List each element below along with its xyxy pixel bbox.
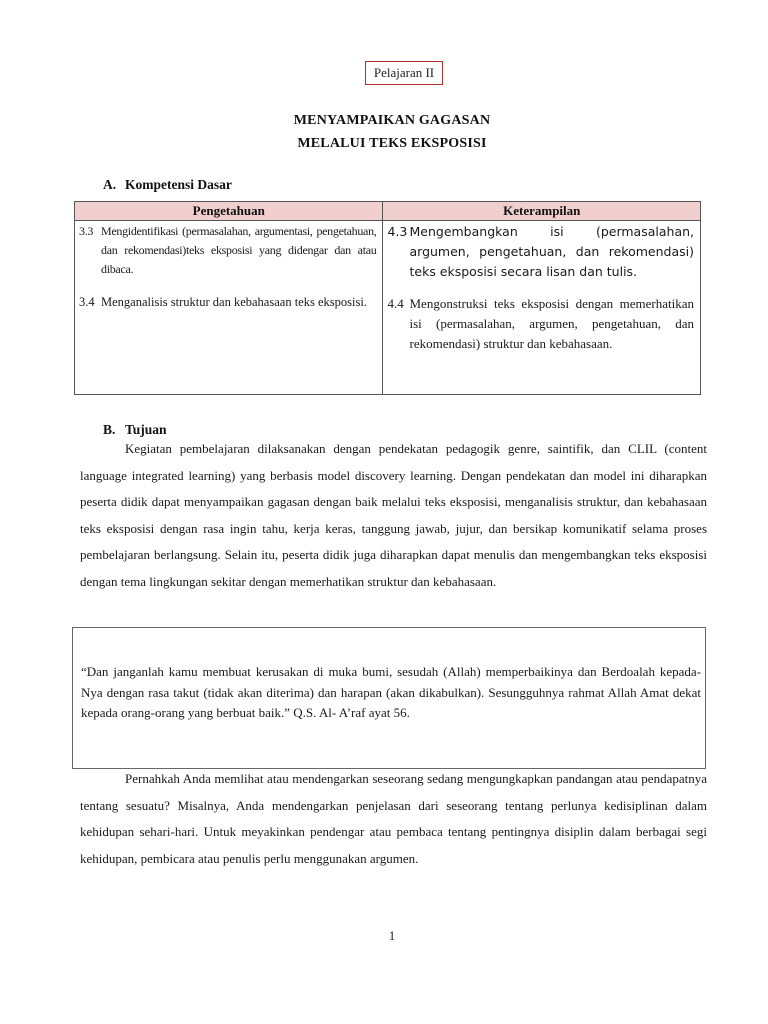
competency-number: 4.3 — [387, 224, 408, 239]
body-paragraph: Pernahkah Anda memlihat atau mendengarkan seseorang sedang mengungkapkan pandangan atau pendapatnya tentang sesuatu? Misalnya, Anda mendengarkan penjelasan dari seseorang tentang perlunya kedisiplinan dalam kehidupan sehari-hari. Untuk meyakinkan pendengar atau pembaca tentang pentingnya disiplin dalam berbagai segi kehidupan, pembicara atau penulis perlu menggunakan argumen. — [80, 771, 707, 866]
objective-paragraph: Kegiatan pembelajaran dilaksanakan dengan pendekatan pedagogik genre, saintifik, dan CLIL (content language integrated learning) yang berbasis model discovery learning. Dengan pendekatan dan model ini diharapkan peserta didik dapat menyampaikan gagasan dengan baik melalui teks eksposisi, menganalisis struktur, dan kebahasaan teks eksposisi dengan rasa ingin tahu, kerja keras, tanggung jawab, jujur, dan bersikap komunikatif selama proses pembelajaran berlangsung. Selain itu, peserta didik juga diharapkan dapat menulis dan mengembangkan teks eksposisi dengan tema lingkungan sekitar dengan memerhatikan struktur dan kebahasaan. — [80, 441, 707, 589]
competency-number: 4.4 — [387, 296, 404, 311]
competency-number: 3.3 — [79, 224, 94, 238]
section-a-heading — [103, 177, 232, 193]
competency-item-4-4 — [383, 294, 700, 354]
competency-text: Mengidentifikasi (permasalahan, argumentasi, pengetahuan, dan rekomendasi)teks eksposisi yang didengar dan atau dibaca. — [101, 224, 377, 276]
competency-number: 3.4 — [79, 295, 95, 309]
header-knowledge: Pengetahuan — [75, 202, 383, 221]
competency-table-row — [75, 221, 701, 395]
competency-item-4-3 — [383, 222, 700, 282]
section-b-title: Tujuan — [125, 422, 167, 437]
section-b-letter: B. — [103, 422, 116, 437]
competency-text: Menganalisis struktur dan kebahasaan teks eksposisi. — [101, 295, 367, 309]
competency-item-3-3 — [75, 222, 382, 279]
competency-text: Mengembangkan isi (permasalahan, argumen, pengetahuan, dan rekomendasi) teks eksposisi secara lisan dan tulis. — [409, 224, 694, 279]
competency-item-3-4 — [75, 293, 382, 312]
quote-text: “Dan janganlah kamu membuat kerusakan di muka bumi, sesudah (Allah) memperbaikinya dan Berdoalah kepada-Nya dengan rasa takut (tidak akan diterima) dan harapan (akan dikabulkan). Sesungguhnya rahmat Allah Amat dekat kepada orang-orang yang berbuat baik.” Q.S. Al- A’raf ayat 56. — [81, 664, 701, 720]
page-title-line-2: MELALUI TEKS EKSPOSISI — [297, 136, 487, 151]
competency-table — [74, 201, 701, 395]
page-number: 1 — [388, 928, 396, 943]
skills-cell — [383, 221, 701, 395]
knowledge-cell — [75, 221, 383, 395]
lesson-label-badge: Pelajaran II — [365, 61, 443, 85]
header-skills: Keterampilan — [383, 202, 701, 221]
page-title-line-1: MENYAMPAIKAN GAGASAN — [293, 113, 491, 128]
competency-text: Mengonstruksi teks eksposisi dengan memerhatikan isi (permasalahan, argumen, pengetahuan, dan rekomendasi) struktur dan kebahasaan. — [409, 296, 694, 351]
section-a-letter: A. — [103, 177, 117, 192]
competency-table-header-row — [75, 202, 701, 221]
section-a-title: Kompetensi Dasar — [125, 177, 232, 192]
quote-box — [72, 627, 706, 769]
